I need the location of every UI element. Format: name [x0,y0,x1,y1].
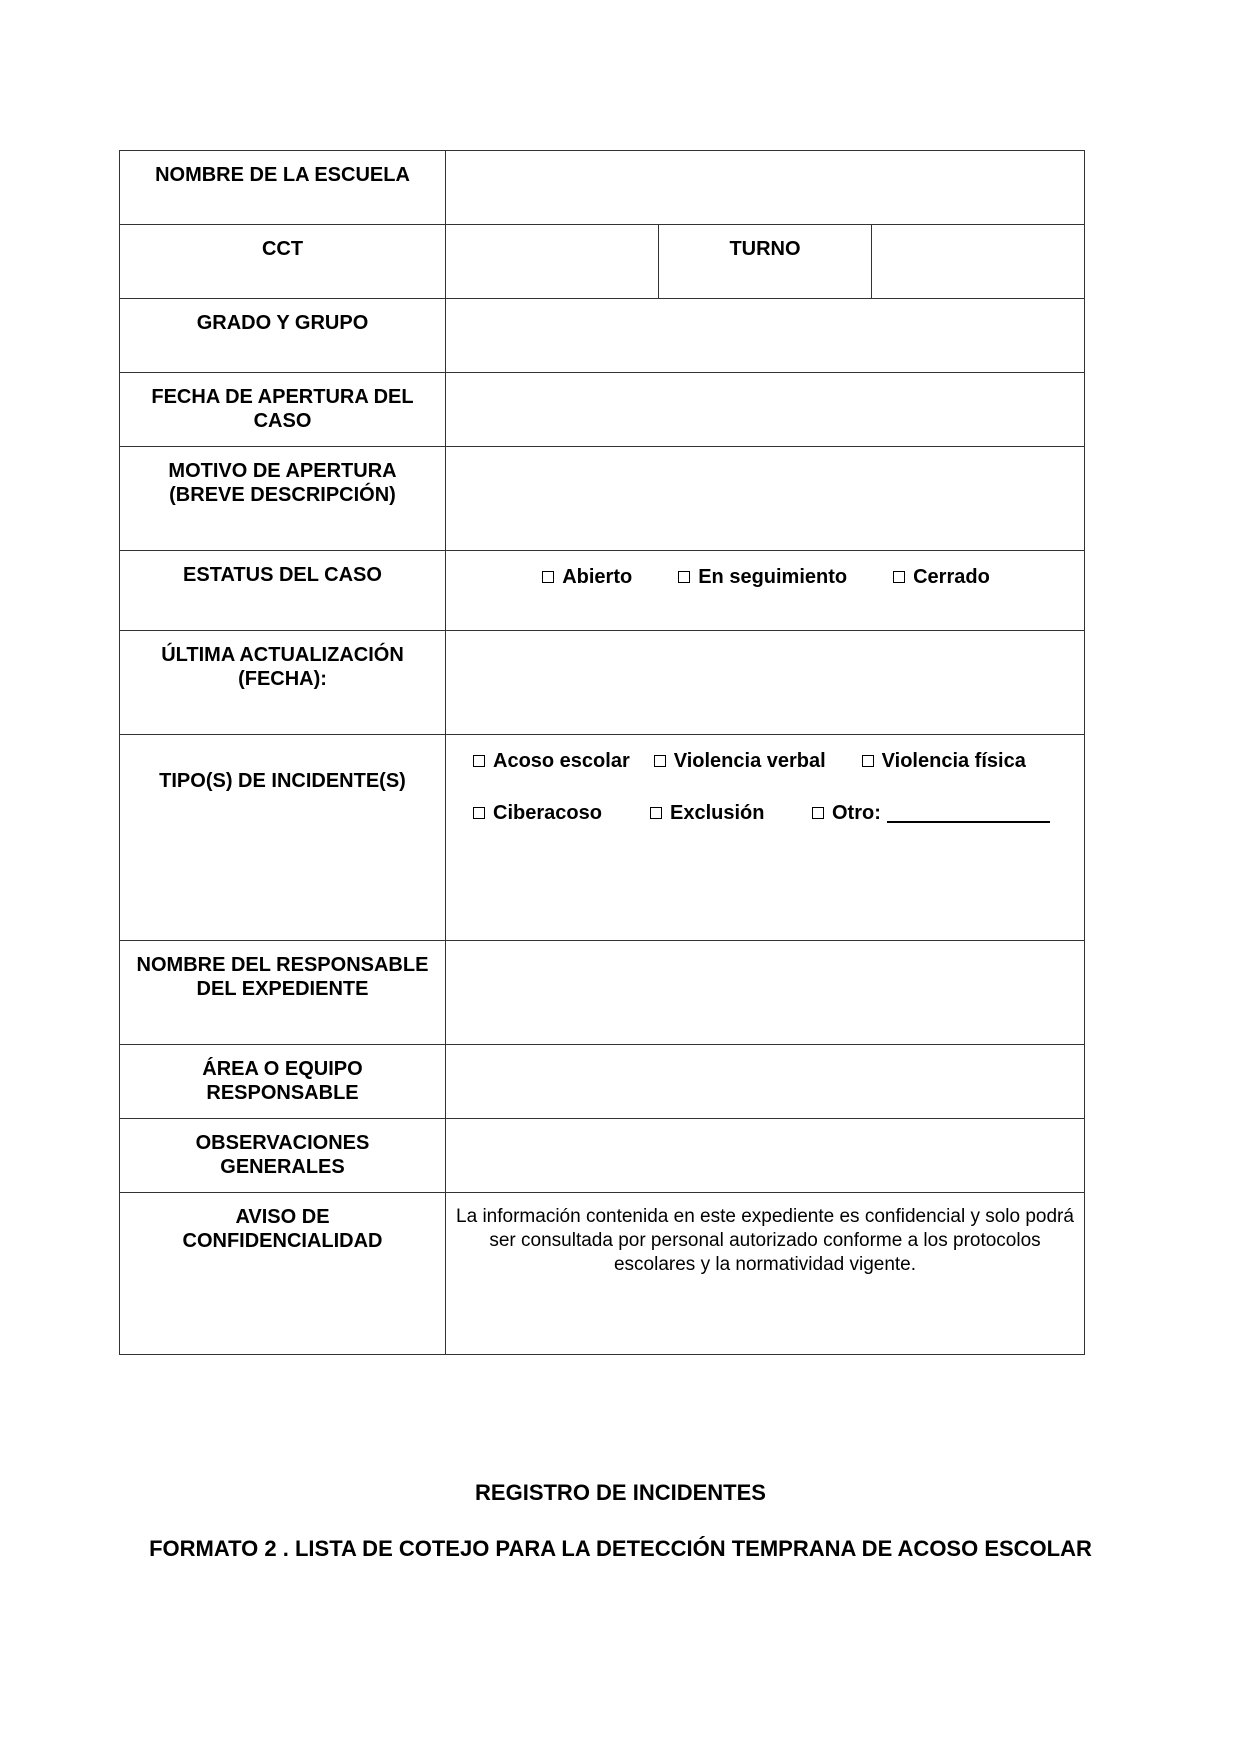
grado-grupo-field[interactable] [446,299,1085,373]
aviso-label-line1: AVISO DE [235,1206,330,1228]
cct-field[interactable] [446,225,659,299]
aviso-field [446,1193,1085,1355]
checkbox-icon [893,571,905,583]
checkbox-label: Abierto [562,566,633,588]
cct-label: CCT [120,225,446,299]
checkbox-icon [542,571,554,583]
responsable-label-line2: DEL EXPEDIENTE [196,978,369,1000]
section-title: REGISTRO DE INCIDENTES [475,1480,766,1505]
checkbox-cerrado[interactable] [893,565,990,589]
aviso-label-line2: CONFIDENCIALIDAD [182,1230,383,1252]
ultima-label-line2: (FECHA): [238,668,327,690]
checkbox-otro[interactable] [812,801,1050,825]
checkbox-label: Otro: [832,802,881,824]
checkbox-violencia-verbal[interactable] [654,749,826,773]
checkbox-icon [650,807,662,819]
observaciones-field[interactable] [446,1119,1085,1193]
otro-text-line[interactable] [887,803,1050,823]
ultima-label-line1: ÚLTIMA ACTUALIZACIÓN [161,644,404,666]
checkbox-en-seguimiento[interactable] [678,565,847,589]
checkbox-label: Exclusión [670,802,765,824]
checkbox-icon [812,807,824,819]
checkbox-acoso-escolar[interactable] [473,749,630,773]
estatus-label: ESTATUS DEL CASO [120,551,446,631]
observaciones-label-line2: GENERALES [220,1156,345,1178]
checkbox-ciberacoso[interactable] [473,801,650,825]
checkbox-exclusion[interactable] [650,801,812,825]
motivo-label [120,447,446,551]
observaciones-label [120,1119,446,1193]
area-label-line1: ÁREA O EQUIPO [202,1058,363,1080]
checkbox-label: Acoso escolar [493,750,630,772]
checkbox-abierto[interactable] [542,565,632,589]
tipos-incidente-label: TIPO(S) DE INCIDENTE(S) [120,735,446,941]
checkbox-label: Violencia verbal [673,750,826,772]
motivo-label-line1: MOTIVO DE APERTURA [168,460,397,482]
area-label-line2: RESPONSABLE [206,1082,359,1104]
checkbox-icon [473,807,485,819]
format-subtitle: FORMATO 2 . LISTA DE COTEJO PARA LA DETECCIÓN TEMPRANA DE ACOSO ESCOLAR [149,1536,1092,1561]
checkbox-label: Ciberacoso [493,802,602,824]
motivo-field[interactable] [446,447,1085,551]
responsable-field[interactable] [446,941,1085,1045]
confidentiality-notice: La información contenida en este expediente es confidencial y solo podrá ser consultada por personal autorizado conforme a los protocolos escolares y la normatividad vigente. [456,1206,1074,1275]
observaciones-label-line1: OBSERVACIONES [195,1132,370,1154]
area-field[interactable] [446,1045,1085,1119]
checkbox-label: En seguimiento [698,566,848,588]
checkbox-label: Cerrado [913,566,990,588]
case-file-form [119,150,1085,1355]
checkbox-icon [473,755,485,767]
school-name-label: NOMBRE DE LA ESCUELA [120,151,446,225]
ultima-actualizacion-label [120,631,446,735]
fecha-apertura-field[interactable] [446,373,1085,447]
fecha-apertura-label: FECHA DE APERTURA DEL CASO [120,373,446,447]
area-label [120,1045,446,1119]
motivo-label-line2: (BREVE DESCRIPCIÓN) [169,484,396,506]
checkbox-label: Violencia física [881,750,1026,772]
checkbox-violencia-fisica[interactable] [862,749,1026,773]
checkbox-icon [862,755,874,767]
turno-label: TURNO [659,225,872,299]
ultima-actualizacion-field[interactable] [446,631,1085,735]
tipos-incidente-field [446,735,1085,941]
estatus-field [446,551,1085,631]
aviso-label [120,1193,446,1355]
checkbox-icon [654,755,666,767]
responsable-label [120,941,446,1045]
grado-grupo-label: GRADO Y GRUPO [120,299,446,373]
responsable-label-line1: NOMBRE DEL RESPONSABLE [136,954,429,976]
checkbox-icon [678,571,690,583]
turno-field[interactable] [872,225,1085,299]
school-name-field[interactable] [446,151,1085,225]
